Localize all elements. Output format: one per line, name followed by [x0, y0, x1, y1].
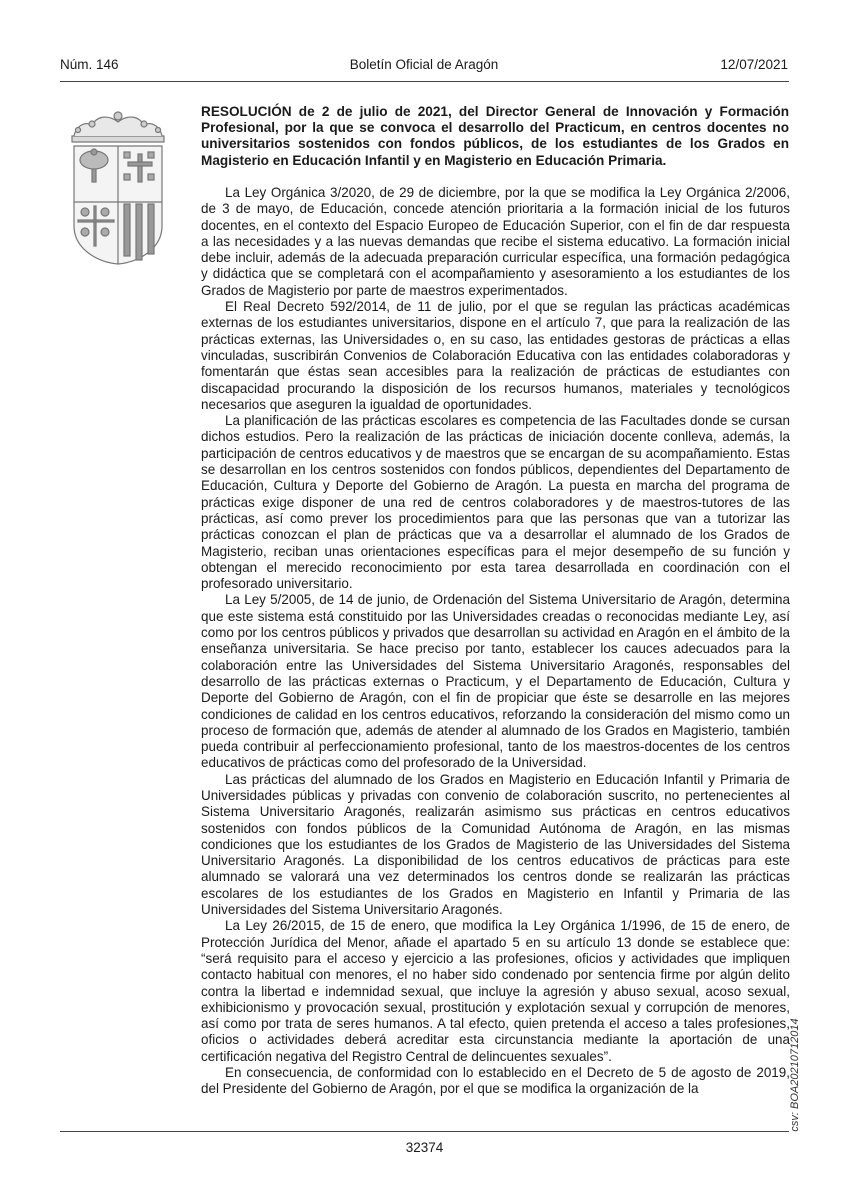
bulletin-number: Núm. 146 [60, 56, 119, 72]
page-number: 32374 [405, 1140, 444, 1155]
paragraph: El Real Decreto 592/2014, de 11 de julio, por el que se regulan las prácticas académicas externas de los estudiantes universitarios, dispone en el artículo 7, que para la realización de las prácticas externas, las Universidades o, en su caso, las entidades gestoras de prácticas a ellas vinculadas, suscribirán Convenios de Colaboración Educativa con las entidades colaboradoras y fomentarán que éstas sean accesibles para la realización de prácticas de estudiantes con discapacidad procurando la disposición de los recursos humanos, materiales y tecnológicos necesarios que aseguren la igualdad de oportunidades. [201, 299, 790, 412]
resolution-title: RESOLUCIÓN de 2 de julio de 2021, del Director General de Innovación y Formación Profesional, por la que se convoca el desarrollo del Practicum, en centros docentes no universitarios sostenidos con fondos públicos, de los estudiantes de los Grados en Magisterio en Educación Infantil y en Magisterio en Educación Primaria. [201, 104, 789, 168]
paragraph: La planificación de las prácticas escolares es competencia de las Facultades donde se cursan dichos estudios. Pero la realización de las prácticas de iniciación docente conlleva, además, la participación de centros educativos y de maestros que se encargan de su acompañamiento. Estas se desarrollan en los centros sostenidos con fondos públicos, dependientes del Departamento de Educación, Cultura y Deporte del Gobierno de Aragón. La puesta en marcha del programa de prácticas exige disponer de una red de centros colaboradores y de maestros-tutores de las prácticas, así como prever los procedimientos para que las personas que van a tutorizar las prácticas conozcan el plan de prácticas que va a desarrollar el alumnado de los Grados de Magisterio, reciban unas orientaciones específicas para el mejor desempeño de su función y obtengan el merecido reconocimiento por esta tarea desarrollada en coordinación con el profesorado universitario. [201, 413, 790, 592]
coat-of-arms-icon [66, 108, 170, 266]
paragraph: La Ley 5/2005, de 14 de junio, de Ordenación del Sistema Universitario de Aragón, determina que este sistema está constituido por las Universidades creadas o reconocidas mediante Ley, así como por los centros públicos y privados que desarrollan su actividad en Aragón en el ámbito de la enseñanza universitaria. Se hace preciso por tanto, establecer los cauces adecuados para la colaboración entre las Universidades del Sistema Universitario Aragonés, responsables del desarrollo de las prácticas externas o Practicum, y el Departamento de Educación, Cultura y Deporte del Gobierno de Aragón, con el fin de propiciar que éste se desarrolle en las mejores condiciones de calidad en los centros educativos, reforzando la consideración del mismo como un proceso de formación que, además de atender al alumnado de los Grados en Magisterio, también pueda contribuir al perfeccionamiento profesional, tanto de los maestros-docentes de los centros educativos de prácticas como del profesorado de la Universidad. [201, 592, 790, 771]
publication-date: 12/07/2021 [720, 56, 788, 72]
publication-name: Boletín Oficial de Aragón [349, 56, 499, 72]
csv-code: csv: BOA20210712014 [789, 1018, 801, 1132]
document-body [201, 185, 790, 1098]
paragraph: En consecuencia, de conformidad con lo establecido en el Decreto de 5 de agosto de 2019, del Presidente del Gobierno de Aragón, por el que se modifica la organización de la [201, 1065, 790, 1097]
paragraph: Las prácticas del alumnado de los Grados en Magisterio en Educación Infantil y Primaria de Universidades públicas y privadas con convenio de colaboración suscrito, no pertenecientes al Sistema Universitario Aragonés, realizarán asimismo sus prácticas en centros educativos sostenidos con fondos públicos de la Comunidad Autónoma de Aragón, en las mismas condiciones que los estudiantes de los Grados de Magisterio de las Universidades del Sistema Universitario Aragonés. La disponibilidad de los centros educativos de prácticas para este alumnado se valorará una vez determinados los centros donde se realizarán las prácticas escolares de los estudiantes de los Grados en Magisterio en Infantil y Primaria de las Universidades del Sistema Universitario Aragonés. [201, 771, 790, 918]
page-header [60, 54, 788, 74]
paragraph: La Ley 26/2015, de 15 de enero, que modifica la Ley Orgánica 1/1996, de 15 de enero, de Protección Jurídica del Menor, añade el apartado 5 en su artículo 13 donde se establece que: “será requisito para el acceso y ejercicio a las profesiones, oficios y actividades que impliquen contacto habitual con menores, el no haber sido condenado por sentencia firme por algún delito contra la libertad e indemnidad sexual, que incluye la agresión y abuso sexual, acoso sexual, exhibicionismo y provocación sexual, prostitución y explotación sexual y corrupción de menores, así como por trata de seres humanos. A tal efecto, quien pretenda el acceso a tales profesiones, oficios o actividades deberá acreditar esta circunstancia mediante la aportación de una certificación negativa del Registro Central de delincuentes sexuales”. [201, 918, 790, 1064]
footer-divider [60, 1131, 789, 1132]
paragraph: La Ley Orgánica 3/2020, de 29 de diciembre, por la que se modifica la Ley Orgánica 2/2006, de 3 de mayo, de Educación, concede atención prioritaria a la formación inicial de los futuros docentes, en el contexto del Espacio Europeo de Educación Superior, con el fin de dar respuesta a las necesidades y a las nuevas demandas que recibe el sistema educativo. La formación inicial debe incluir, además de la adecuada preparación curricular específica, una formación pedagógica y didáctica que se completará con el acompañamiento y asesoramiento a los estudiantes de los Grados de Magisterio por parte de maestros experimentados. [201, 185, 790, 298]
header-divider [60, 81, 789, 82]
